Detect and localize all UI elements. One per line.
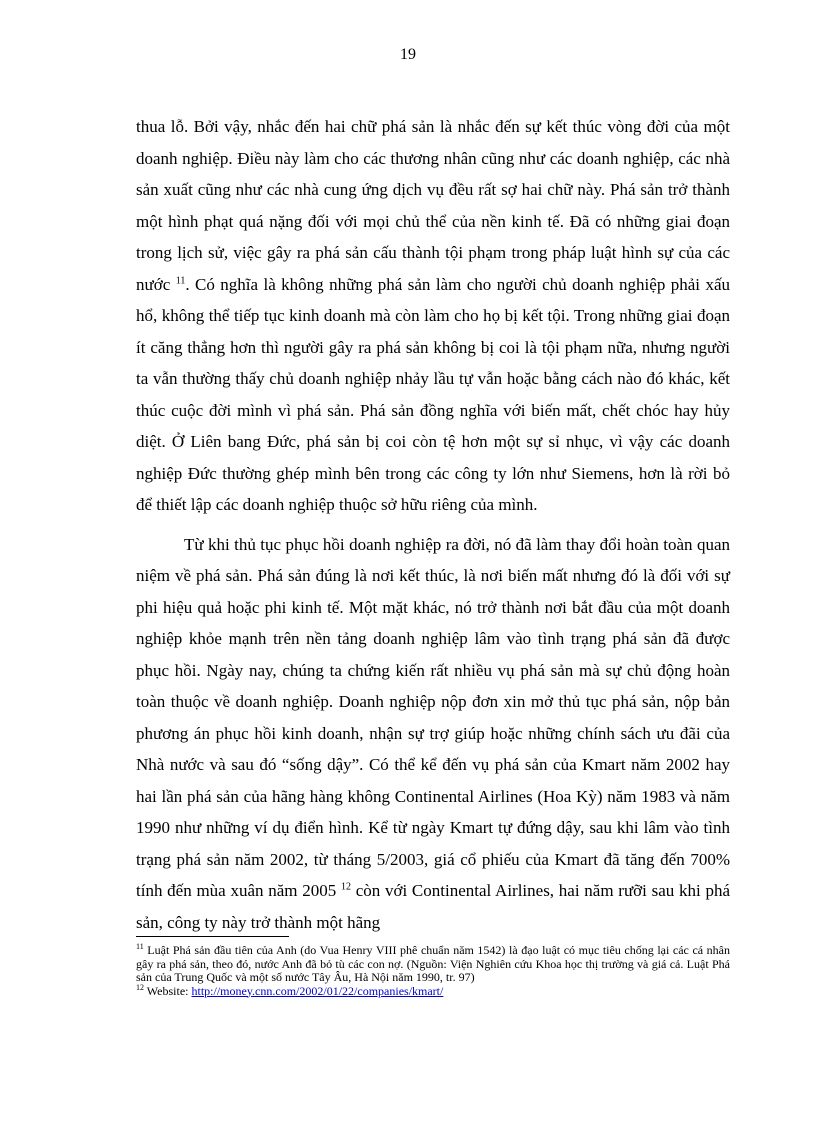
footnote-number: 11: [136, 942, 144, 951]
footnote-number: 12: [136, 982, 144, 992]
page-number: 19: [400, 46, 416, 63]
paragraph-text: Từ khi thủ tục phục hồi doanh nghiệp ra đời, nó đã làm thay đổi hoàn toàn quan niệm về phá sản. Phá sản đúng là nơi kết thúc, là nơi biến mất nhưng đó là đối với sự phi hiệu quả hoặc phi kinh tế. Một mặt khác, nó trở thành nơi bắt đầu của một doanh nghiệp khỏe mạnh trên nền tảng doanh nghiệp lâm vào tình trạng phá sản đã được phục hồi. Ngày nay, chúng ta chứng kiến rất nhiều vụ phá sản mà sự chủ động hoàn toàn thuộc về doanh nghiệp. Doanh nghiệp nộp đơn xin mở thủ tục phá sản, nộp bản phương án phục hồi kinh doanh, nhận sự trợ giúp hoặc những chính sách ưu đãi của Nhà nước và sau đó “sống dậy”. Có thể kể đến vụ phá sản của Kmart năm 2002 hay hai lần phá sản của hãng hàng không Continental Airlines (Hoa Kỳ) năm 1983 và năm 1990 như những ví dụ điển hình. Kể từ ngày Kmart tự đứng dậy, sau khi lâm vào tình trạng phá sản năm 2002, từ tháng 5/2003, giá cổ phiếu của Kmart đã tăng đến 700% tính đến mùa xuân năm 2005: [136, 534, 730, 900]
paragraph: [136, 529, 730, 939]
footnote-separator: [136, 936, 289, 937]
footnote-text: Luật Phá sản đầu tiên của Anh (do Vua Henry VIII phê chuẩn năm 1542) là đạo luật có mục tiêu chống lại các cá nhân gây ra phá sản, theo đó, nước Anh đã bỏ tù các con nợ. (Nguồn: Viện Nghiên cứu Khoa học thị trường và giá cả. Luật Phá sản của Trung Quốc và một số nước Tây Âu, Hà Nội năm 1990, tr. 97): [136, 943, 731, 984]
footnote: [136, 982, 730, 999]
paragraph-text: thua lỗ. Bởi vậy, nhắc đến hai chữ phá sản là nhắc đến sự kết thúc vòng đời của một doanh nghiệp. Điều này làm cho các thương nhân cũng như các doanh nghiệp, các nhà sản xuất cũng như các nhà cung ứng dịch vụ đều rất sợ hai chữ này. Phá sản trở thành một hình phạt quá nặng đối với mọi chủ thể của nền kinh tế. Đã có những giai đoạn trong lịch sử, việc gây ra phá sản cấu thành tội phạm trong pháp luật hình sự của các nước: [136, 117, 730, 294]
paragraph: [136, 111, 730, 521]
footnote-reference[interactable]: 11: [175, 274, 186, 286]
footnote-link[interactable]: http://money.cnn.com/2002/01/22/companies/kmart/: [191, 983, 444, 998]
footnotes: [136, 944, 730, 998]
paragraph-text: . Có nghĩa là không những phá sản làm cho người chủ doanh nghiệp phải xấu hổ, không thể tiếp tục kinh doanh mà còn làm cho họ bị kết tội. Trong những giai đoạn ít căng thẳng hơn thì người gây ra phá sản không bị coi là tội phạm nữa, nhưng người ta vẫn thường thấy chủ doanh nghiệp nhảy lầu tự vẫn hoặc bằng cách nào đó khác, kết thúc cuộc đời mình vì phá sản. Phá sản đồng nghĩa với biến mất, chết chóc hay hủy diệt. Ở Liên bang Đức, phá sản bị coi còn tệ hơn một sự sỉ nhục, vì vậy các doanh nghiệp Đức thường ghép mình bên trong các công ty lớn như Siemens, hơn là rời bỏ để thiết lập các doanh nghiệp thuộc sở hữu riêng của mình.: [136, 274, 731, 514]
paragraph-text: còn với Continental Airlines, hai năm rưỡi sau khi phá sản, công ty này trở thành một hãng: [136, 881, 730, 932]
footnote-text: Website:: [146, 983, 192, 998]
footnote: [136, 944, 730, 985]
footnote-reference[interactable]: 12: [340, 881, 351, 893]
body-text: [136, 111, 730, 938]
